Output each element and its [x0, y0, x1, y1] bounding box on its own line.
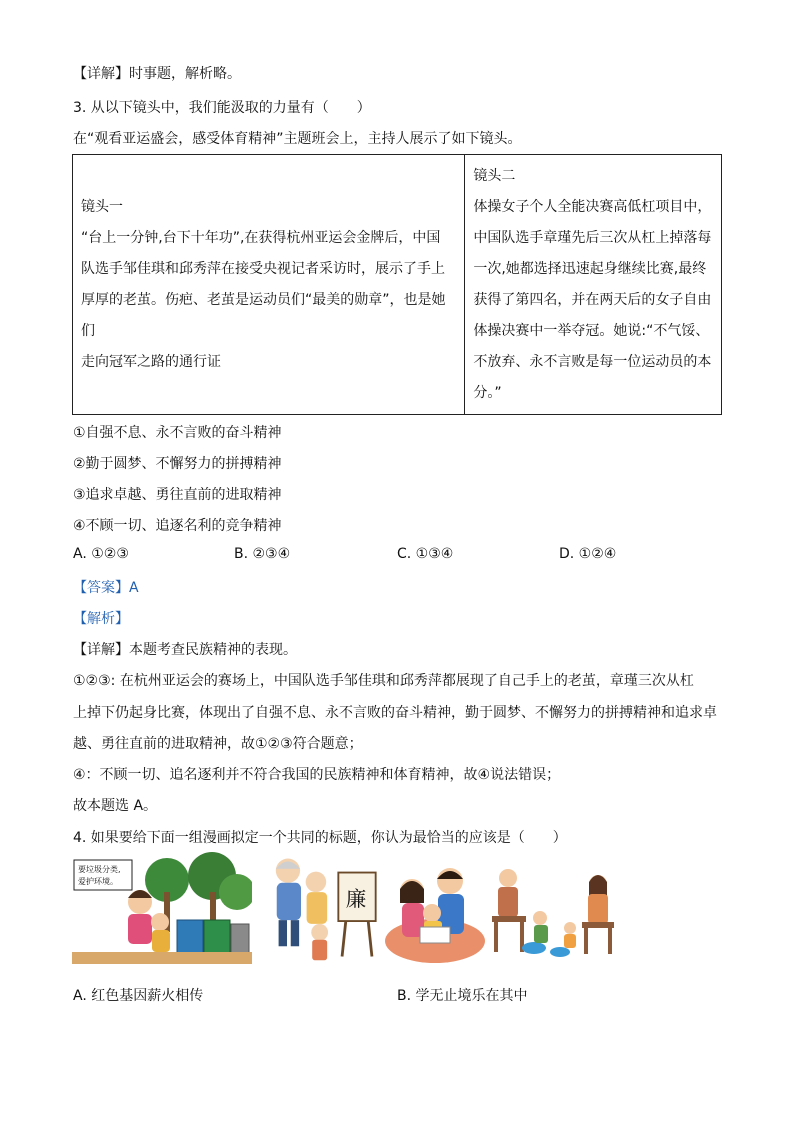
answer: 【答案】A [73, 580, 139, 596]
shots-table [72, 154, 722, 415]
option-d: D. ①②④ [559, 546, 617, 562]
cartoon-family-reading [382, 852, 488, 964]
statement-3: ③追求卓越、勇往直前的进取精神 [73, 487, 282, 503]
q4-options [73, 985, 733, 1007]
statement-2: ②勤于圆梦、不懈努力的拼搏精神 [73, 456, 282, 472]
shot-1-line: “台上一分钟,台下十年功”,在获得杭州亚运会金牌后，中国 [81, 229, 441, 246]
speech-bubble-line: 爱护环境。 [78, 877, 118, 886]
question-3: 3. 从以下镜头中，我们能汲取的力量有（ ） [73, 100, 371, 116]
question-4: 4. 如果要给下面一组漫画拟定一个共同的标题，你认为最恰当的应该是（ ） [73, 830, 567, 846]
explanation-line: 故本题选 A。 [73, 798, 158, 814]
shot-2-line: 体操决赛中一举夺冠。她说:“不气馁、 [473, 322, 710, 339]
cartoon-integrity-family [248, 852, 382, 964]
shot-1-line: 厚厚的老茧。伤疤、老茧是运动员们“最美的勋章”，也是她们 [81, 291, 446, 339]
explanation-line: ④：不顾一切、追名逐利并不符合我国的民族精神和体育精神，故④说法错误； [73, 767, 561, 783]
shot-2-line: 不放弃、永不言败是每一位运动员的本 [473, 353, 712, 370]
option-b: B. 学无止境乐在其中 [397, 988, 528, 1004]
option-c: C. ①③④ [397, 546, 454, 562]
option-b: B. ②③④ [234, 546, 291, 562]
option-a: A. ①②③ [73, 546, 129, 562]
shot-1-line: 走向冠军之路的通行证 [81, 353, 221, 370]
explanation-line: 上掉下仍起身比赛，体现出了自强不息、永不言败的奋斗精神，勤于圆梦、不懈努力的拼搏精神和追求卓 [73, 705, 717, 721]
cartoon-garbage-sorting [72, 852, 252, 964]
cartoon-filial-piety [488, 852, 616, 964]
shot-2-line: 中国队选手章瑾先后三次从杠上掉落每 [473, 229, 712, 246]
explanation-line: 【详解】本题考查民族精神的表现。 [73, 642, 297, 658]
analysis-label: 【解析】 [73, 611, 129, 627]
explanation-line: ①②③: 在杭州亚运会的赛场上，中国队选手邹佳琪和邱秀萍都展现了自己手上的老茧，章瑾三次从杠 [73, 673, 694, 689]
statement-1: ①自强不息、永不言败的奋斗精神 [73, 425, 282, 441]
question-3-intro: 在“观看亚运盛会，感受体育精神”主题班会上，主持人展示了如下镜头。 [73, 131, 522, 147]
detail-prev: 【详解】时事题，解析略。 [73, 66, 241, 82]
shot-2-line: 一次,她都选择迅速起身继续比赛,最终 [473, 260, 707, 277]
shot-1-cell [73, 155, 465, 415]
shot-2-line: 分。” [473, 384, 502, 401]
option-a: A. 红色基因薪火相传 [73, 988, 204, 1004]
shot-2-cell [465, 155, 722, 415]
shot-2-title: 镜头二 [473, 167, 516, 184]
speech-bubble-line: 要垃圾分类, [78, 865, 121, 874]
q3-options [73, 546, 733, 568]
shot-2-line: 获得了第四名，并在两天后的女子自由 [473, 291, 712, 308]
explanation-line: 越、勇往直前的进取精神，故①②③符合题意； [73, 736, 363, 752]
board-character: 廉 [345, 887, 367, 912]
shot-2-line: 体操女子个人全能决赛高低杠项目中， [473, 198, 712, 215]
shot-1-title: 镜头一 [81, 198, 123, 215]
statement-4: ④不顾一切、追逐名利的竞争精神 [73, 518, 282, 534]
shot-1-line: 队选手邹佳琪和邱秀萍在接受央视记者采访时，展示了手上 [81, 260, 445, 277]
